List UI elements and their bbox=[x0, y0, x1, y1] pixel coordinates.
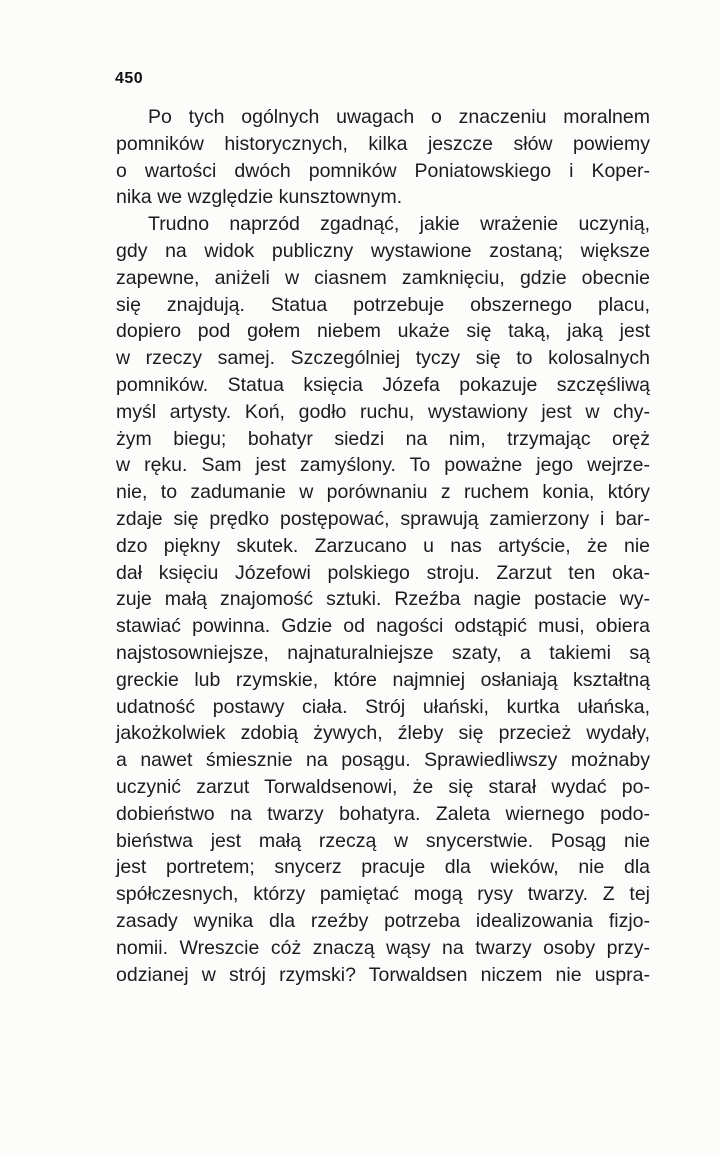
text-line: żym biegu; bohatyr siedzi na nim, trzymając oręż bbox=[116, 427, 650, 450]
text-line: jakożkolwiek zdobią żywych, źleby się przecież wydały, bbox=[116, 722, 650, 745]
text-line: myśl artysty. Koń, godło ruchu, wystawiony jest w chy- bbox=[116, 400, 650, 423]
text-line: zapewne, aniżeli w ciasnem zamknięciu, gdzie obecnie bbox=[116, 266, 650, 289]
text-line: a nawet śmiesznie na posągu. Sprawiedliwszy możnaby bbox=[116, 749, 650, 772]
text-line: spółczesnych, którzy pamiętać mogą rysy twarzy. Z tej bbox=[116, 883, 650, 906]
text-line: się znajdują. Statua potrzebuje obszernego placu, bbox=[116, 293, 650, 316]
text-line: dopiero pod gołem niebem ukaże się taką, jaką jest bbox=[116, 320, 650, 343]
text-line: odzianej w strój rzymski? Torwaldsen niczem nie uspra- bbox=[116, 963, 650, 986]
text-line: zdaje się prędko postępować, sprawują zamierzony i bar- bbox=[116, 507, 650, 530]
text-line: pomników historycznych, kilka jeszcze słów powiemy bbox=[116, 132, 650, 155]
text-line: bieństwa jest małą rzeczą w snycerstwie. Posąg nie bbox=[116, 829, 650, 852]
text-line: o wartości dwóch pomników Poniatowskiego i Koper- bbox=[116, 159, 650, 182]
text-line: pomników. Statua księcia Józefa pokazuje szczęśliwą bbox=[116, 373, 650, 396]
text-line: zuje małą znajomość sztuki. Rzeźba nagie postacie wy- bbox=[116, 588, 650, 611]
text-line: uczynić zarzut Torwaldsenowi, że się starał wydać po- bbox=[116, 775, 650, 798]
text-line: zasady wynika dla rzeźby potrzeba idealizowania fizjo- bbox=[116, 909, 650, 932]
text-line: nika we względzie kunsztownym. bbox=[116, 186, 403, 209]
page-number: 450 bbox=[115, 70, 144, 87]
text-line: jest portretem; snycerz pracuje dla wieków, nie dla bbox=[116, 856, 650, 879]
text-line: greckie lub rzymskie, które najmniej osłaniają kształtną bbox=[116, 668, 650, 691]
body-text bbox=[116, 104, 650, 988]
text-line: nie, to zadumanie w porównaniu z ruchem konia, który bbox=[116, 481, 650, 504]
text-line: w ręku. Sam jest zamyślony. To poważne jego wejrze- bbox=[116, 454, 650, 477]
text-line: gdy na widok publiczny wystawione zostaną; większe bbox=[116, 239, 650, 262]
text-line: Trudno naprzód zgadnąć, jakie wrażenie uczynią, bbox=[148, 213, 650, 236]
text-line: dobieństwo na twarzy bohatyra. Zaleta wiernego podo- bbox=[116, 802, 650, 825]
text-line: Po tych ogólnych uwagach o znaczeniu moralnem bbox=[148, 106, 650, 128]
text-line: udatność postawy ciała. Strój ułański, kurtka ułańska, bbox=[116, 695, 650, 718]
text-line: dał księciu Józefowi polskiego stroju. Zarzut ten oka- bbox=[116, 561, 650, 584]
text-line: stawiać powinna. Gdzie od nagości odstąpić musi, obiera bbox=[116, 615, 650, 638]
text-line: dzo piękny skutek. Zarzucano u nas artyście, że nie bbox=[116, 534, 650, 557]
text-line: w rzeczy samej. Szczególniej tyczy się to kolosalnych bbox=[116, 347, 650, 370]
text-line: najstosowniejsze, najnaturalniejsze szaty, a takiemi są bbox=[116, 641, 650, 664]
text-line: nomii. Wreszcie cóż znaczą wąsy na twarzy osoby przy- bbox=[116, 936, 650, 959]
